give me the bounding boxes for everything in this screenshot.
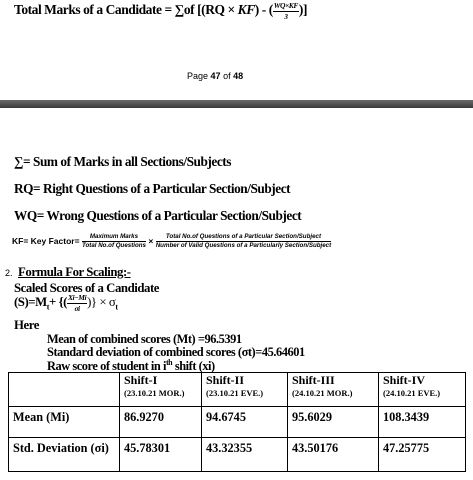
kf-label: KF= Key Factor= xyxy=(12,235,80,246)
table-cell: 108.3439 xyxy=(379,407,466,438)
page-total: 48 xyxy=(233,71,244,81)
table-cell: 43.50176 xyxy=(288,438,379,472)
formula-lhs-sub: t xyxy=(46,302,49,312)
scaling-heading: Formula For Scaling:- xyxy=(18,265,131,279)
sigma-definition-text: = Sum of Marks in all Sections/Subjects xyxy=(23,154,231,169)
kf-numerator-2: Total No.of Questions of a Particular Section/Subject xyxy=(156,234,331,242)
raw-score-sup: th xyxy=(165,358,173,367)
header-cell-shift-4 xyxy=(379,373,466,407)
formula-close: )] xyxy=(298,2,307,18)
sigma-definition xyxy=(14,154,231,170)
row-label-std-dev: Std. Deviation (σi) xyxy=(9,438,120,472)
raw-score-post: shift (xi) xyxy=(172,359,215,374)
kf-fraction-1 xyxy=(82,234,146,249)
page-number xyxy=(187,71,243,81)
formula-plus: + {( xyxy=(48,294,67,309)
formula-rest: )} × σ xyxy=(87,294,116,309)
sigma-symbol: ∑ xyxy=(174,2,184,18)
combined-sd-line: Standard deviation of combined scores (σt)=45.64601 xyxy=(47,345,305,359)
formula-rest-sub: t xyxy=(115,302,118,312)
header-cell-shift-2 xyxy=(202,373,288,407)
total-marks-formula xyxy=(14,2,307,20)
shift-title: Shift-III xyxy=(292,373,335,387)
table-cell: 94.6745 xyxy=(202,407,288,438)
table-cell: 86.9270 xyxy=(120,407,202,438)
shift-statistics-table xyxy=(8,372,466,472)
shift-date: (24.10.21 MOR.) xyxy=(292,388,353,398)
scaling-subheading: Scaled Scores of a Candidate xyxy=(14,281,159,295)
row-label-mean: Mean (Mi) xyxy=(9,407,120,438)
header-cell-shift-3 xyxy=(288,373,379,407)
fraction-numerator: WQ×KF xyxy=(273,1,298,10)
scaling-numerator: Xi−Mi xyxy=(67,293,87,302)
formula-lhs: (S)=M xyxy=(14,294,47,309)
formula-open: of [(RQ × xyxy=(183,2,238,18)
key-factor-definition xyxy=(12,234,331,249)
page-break-divider xyxy=(0,100,473,108)
formula-lead: Total Marks of a Candidate = xyxy=(14,2,175,18)
scaling-denominator: σi xyxy=(74,303,80,313)
table-cell: 43.32355 xyxy=(202,438,288,472)
rq-definition: RQ= Right Questions of a Particular Section/Subject xyxy=(14,181,291,196)
sigma-symbol: ∑ xyxy=(14,154,24,169)
table-cell: 95.6029 xyxy=(288,407,379,438)
raw-score-pre: Raw score of student in i xyxy=(47,359,166,374)
formula-kf: KF xyxy=(237,2,255,18)
page-current: 47 xyxy=(210,71,221,81)
kf-times: × xyxy=(148,235,154,246)
wq-fraction xyxy=(273,2,299,20)
table-cell: 47.25775 xyxy=(379,438,466,472)
scaling-formula xyxy=(14,294,118,312)
kf-denominator-1: Total No.of Questions xyxy=(81,242,146,250)
wq-definition: WQ= Wrong Questions of a Particular Section/Subject xyxy=(14,208,302,223)
shift-date: (24.10.21 EVE.) xyxy=(383,388,441,398)
formula-mid: ) - ( xyxy=(254,2,273,18)
shift-date: (23.10.21 EVE.) xyxy=(206,388,264,398)
table-row xyxy=(9,438,466,472)
scaling-fraction xyxy=(67,294,87,312)
kf-numerator-1: Maximum Marks xyxy=(82,234,146,242)
section-number: 2. xyxy=(5,268,13,278)
page-of: of xyxy=(223,71,231,81)
table-header-row xyxy=(9,373,466,407)
header-cell-shift-1 xyxy=(120,373,202,407)
page-label: Page xyxy=(187,71,209,81)
combined-mean-line: Mean of combined scores (Mt) =96.5391 xyxy=(47,332,242,346)
kf-denominator-2: Number of Valid Questions of a Particularly Section/Subject xyxy=(155,242,332,250)
fraction-denominator: 3 xyxy=(284,11,288,21)
shift-date: (23.10.21 MOR.) xyxy=(124,388,185,398)
table-cell: 45.78301 xyxy=(120,438,202,472)
header-blank-cell xyxy=(9,373,120,407)
shift-title: Shift-IV xyxy=(383,373,426,387)
kf-fraction-2 xyxy=(156,234,331,249)
shift-title: Shift-II xyxy=(206,373,245,387)
table-row xyxy=(9,407,466,438)
shift-title: Shift-I xyxy=(124,373,158,387)
here-label: Here xyxy=(14,318,39,332)
